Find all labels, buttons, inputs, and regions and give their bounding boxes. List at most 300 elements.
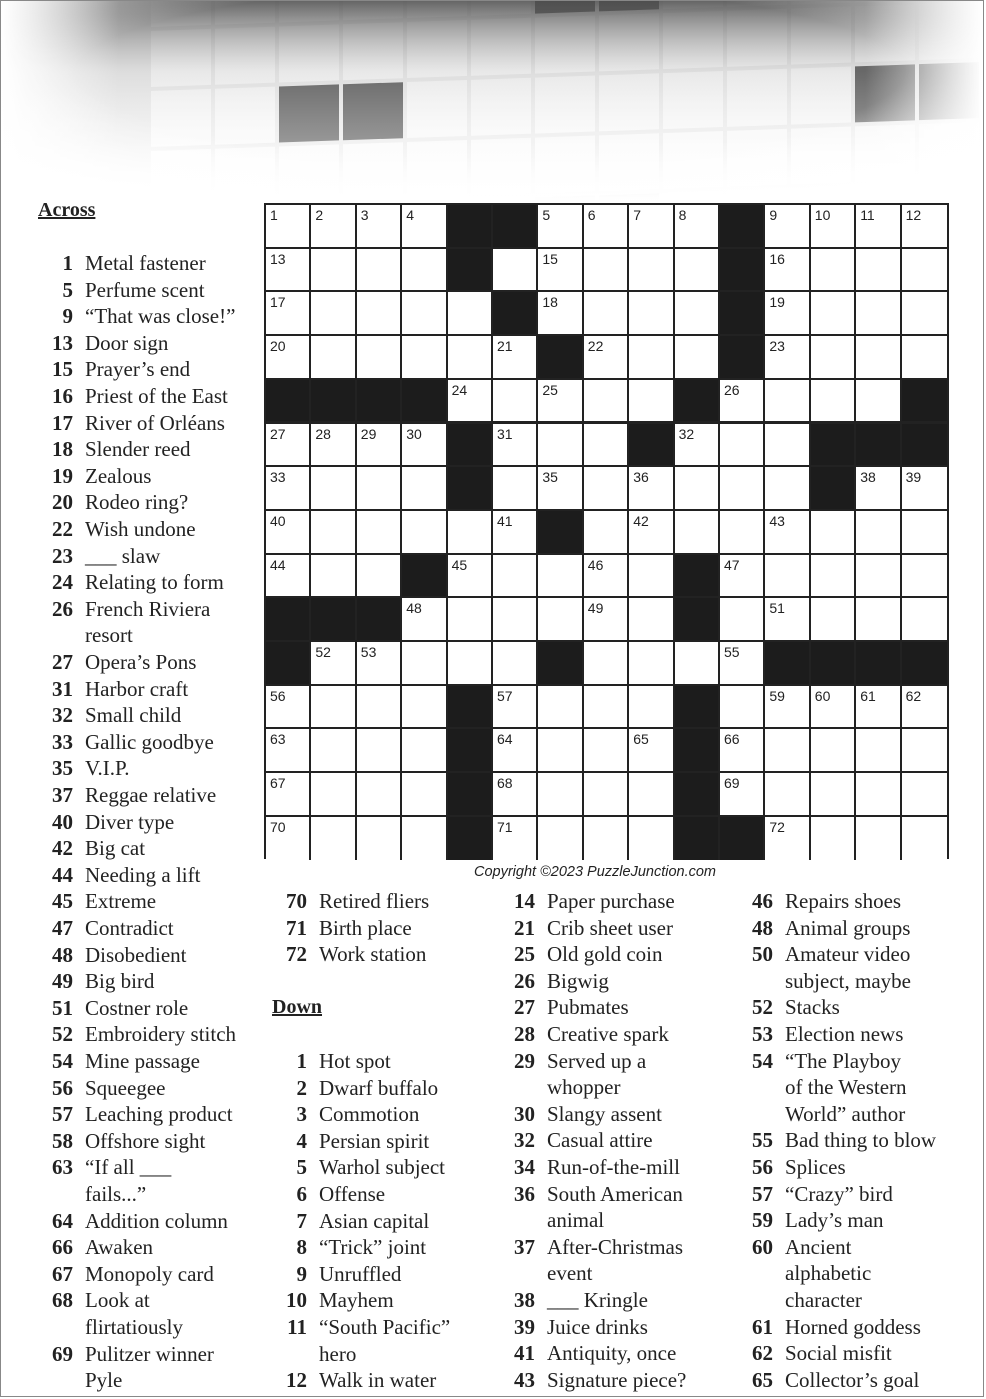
grid-block [675,380,720,424]
grid-cell[interactable] [266,205,311,249]
grid-cell[interactable] [720,424,765,468]
grid-cell[interactable] [765,467,810,511]
grid-cell[interactable] [856,249,901,293]
grid-cell[interactable] [902,511,947,555]
grid-cell[interactable] [538,598,583,642]
across-clue [52,1128,206,1155]
grid-cell[interactable] [584,292,629,336]
grid-cell[interactable] [402,511,447,555]
cell-number: 21 [497,338,513,355]
grid-cell[interactable] [811,817,856,861]
grid-cell[interactable] [311,686,356,730]
down-clue [514,1340,677,1367]
cell-number: 12 [905,207,922,223]
cell-number: 6 [587,207,596,223]
grid-cell[interactable] [357,467,402,511]
grid-cell[interactable] [856,686,901,730]
grid-cell[interactable] [584,598,629,642]
grid-cell[interactable] [448,511,493,555]
grid-cell[interactable] [765,292,810,336]
grid-block [493,292,538,336]
grid-cell[interactable] [448,380,493,424]
grid-cell[interactable] [402,336,447,380]
clue-number: 15 [52,357,73,382]
grid-cell[interactable] [765,511,810,555]
grid-cell[interactable] [311,336,356,380]
grid-cell[interactable] [493,642,538,686]
grid-cell[interactable] [266,817,311,861]
clue-text: Prayer’s end [85,357,191,382]
grid-cell[interactable] [493,729,538,773]
clue-text: Birth place [319,915,412,940]
grid-cell[interactable] [584,642,629,686]
grid-cell[interactable] [311,424,356,468]
grid-cell[interactable] [402,249,447,293]
grid-cell[interactable] [584,424,629,468]
grid-cell[interactable] [357,205,402,249]
grid-cell[interactable] [493,773,538,817]
clue-number: 9 [296,1261,307,1286]
grid-cell[interactable] [765,336,810,380]
across-clue [52,729,214,756]
grid-cell[interactable] [629,336,674,380]
clue-text: Squeegee [85,1075,166,1100]
grid-cell[interactable] [856,336,901,380]
grid-cell[interactable] [675,511,720,555]
clue-number: 53 [752,1022,773,1046]
grid-cell[interactable] [856,205,901,249]
down-clue [752,994,840,1021]
clue-text: “Trick” joint [319,1235,427,1260]
down-clue-continued [319,1341,356,1368]
grid-cell[interactable] [765,424,810,468]
grid-cell[interactable] [538,817,583,861]
grid-cell[interactable] [311,292,356,336]
grid-cell[interactable] [856,511,901,555]
grid-cell[interactable] [311,555,356,599]
grid-cell[interactable] [448,292,493,336]
grid-cell[interactable] [448,642,493,686]
clue-text: Pulitzer winner [85,1341,214,1366]
grid-cell[interactable] [357,249,402,293]
clue-number: 36 [514,1181,535,1206]
grid-cell[interactable] [311,249,356,293]
grid-cell[interactable] [765,205,810,249]
grid-cell[interactable] [811,205,856,249]
across-clue [52,1261,214,1288]
grid-cell[interactable] [902,336,947,380]
grid-cell[interactable] [311,729,356,773]
grid-cell[interactable] [538,424,583,468]
clue-number: 5 [62,277,73,302]
grid-cell[interactable] [629,817,674,861]
cell-number: 59 [769,687,785,704]
clue-text: character [785,1288,862,1312]
clue-text: Persian spirit [319,1128,430,1153]
grid-cell[interactable] [675,467,720,511]
cell-number: 15 [542,250,558,267]
grid-cell[interactable] [402,598,447,642]
grid-cell[interactable] [584,817,629,861]
clue-number: 63 [52,1155,73,1180]
across-clue [52,1101,233,1128]
across-clue [52,436,191,463]
grid-cell[interactable] [856,467,901,511]
grid-block [448,817,493,861]
grid-cell[interactable] [629,292,674,336]
grid-cell[interactable] [357,642,402,686]
grid-cell[interactable] [402,773,447,817]
grid-cell[interactable] [856,292,901,336]
grid-cell[interactable] [311,467,356,511]
clue-text: Bigwig [547,968,609,993]
grid-cell[interactable] [266,424,311,468]
grid-cell[interactable] [538,555,583,599]
cell-number: 52 [315,644,331,660]
grid-cell[interactable] [811,729,856,773]
grid-cell[interactable] [493,380,538,424]
grid-cell[interactable] [357,686,402,730]
grid-cell[interactable] [856,817,901,861]
clue-text: Diver type [85,809,175,834]
grid-block [448,205,493,249]
clue-text: Work station [319,942,427,967]
clue-text: Perfume scent [85,277,205,302]
grid-cell[interactable] [629,729,674,773]
grid-cell[interactable] [584,205,629,249]
clue-number: 69 [52,1341,73,1366]
across-clue-continued [85,622,133,649]
grid-cell[interactable] [357,511,402,555]
down-clue [296,1208,430,1235]
clue-text: Rodeo ring? [85,490,189,515]
grid-cell[interactable] [538,729,583,773]
grid-block [811,424,856,468]
grid-cell[interactable] [629,642,674,686]
clue-text: Splices [785,1155,846,1179]
grid-cell[interactable] [811,336,856,380]
clue-text: Leaching product [85,1102,233,1127]
grid-cell[interactable] [811,686,856,730]
grid-cell[interactable] [448,555,493,599]
grid-cell[interactable] [266,292,311,336]
grid-cell[interactable] [765,380,810,424]
grid-cell[interactable] [765,598,810,642]
down-clue [752,1207,884,1234]
cell-number: 56 [270,687,286,704]
down-clue [514,888,675,915]
cell-number: 7 [633,207,641,223]
clue-text: Juice drinks [547,1314,648,1339]
clue-text: Creative spark [547,1022,669,1046]
grid-cell[interactable] [811,292,856,336]
grid-cell[interactable] [584,467,629,511]
clue-number: 29 [514,1048,535,1073]
clue-number: 43 [514,1367,535,1392]
down-clue [514,1101,662,1128]
grid-cell[interactable] [493,336,538,380]
grid-cell[interactable] [402,642,447,686]
grid-cell[interactable] [448,598,493,642]
grid-cell[interactable] [311,817,356,861]
clue-number: 58 [52,1128,73,1153]
grid-cell[interactable] [493,249,538,293]
grid-cell[interactable] [357,555,402,599]
down-clue [752,1048,902,1075]
grid-cell[interactable] [357,424,402,468]
grid-cell[interactable] [311,205,356,249]
grid-cell[interactable] [902,205,947,249]
grid-block [448,773,493,817]
clue-text: Walk in water [319,1368,437,1393]
grid-cell[interactable] [856,729,901,773]
clue-text: Pyle [85,1368,123,1393]
grid-cell[interactable] [720,773,765,817]
grid-cell[interactable] [629,511,674,555]
grid-cell[interactable] [402,424,447,468]
grid-cell[interactable] [720,686,765,730]
grid-cell[interactable] [675,424,720,468]
grid-cell[interactable] [493,686,538,730]
clue-text: alphabetic [785,1261,872,1286]
grid-block [538,336,583,380]
grid-cell[interactable] [629,380,674,424]
grid-cell[interactable] [266,249,311,293]
grid-cell[interactable] [765,817,810,861]
grid-cell[interactable] [266,686,311,730]
clue-text: “That was close!” [85,304,236,329]
grid-cell[interactable] [493,598,538,642]
grid-cell[interactable] [629,773,674,817]
grid-cell[interactable] [538,380,583,424]
grid-cell[interactable] [584,249,629,293]
grid-cell[interactable] [629,467,674,511]
grid-cell[interactable] [629,555,674,599]
grid-cell[interactable] [493,555,538,599]
grid-cell[interactable] [811,773,856,817]
cell-number: 41 [497,512,513,529]
down-clue [296,1181,386,1208]
grid-cell[interactable] [402,686,447,730]
grid-cell[interactable] [902,249,947,293]
grid-cell[interactable] [266,729,311,773]
clue-text: River of Orléans [85,410,225,435]
grid-cell[interactable] [902,292,947,336]
grid-block [402,380,447,424]
clue-number: 7 [296,1208,307,1233]
grid-block [856,424,901,468]
grid-cell[interactable] [765,729,810,773]
down-clue [514,1234,684,1261]
grid-cell[interactable] [629,686,674,730]
grid-cell[interactable] [902,773,947,817]
clue-number: 16 [52,384,73,408]
grid-cell[interactable] [902,467,947,511]
grid-cell[interactable] [811,598,856,642]
clue-text: Mayhem [319,1288,394,1313]
grid-cell[interactable] [811,555,856,599]
grid-cell[interactable] [856,555,901,599]
grid-cell[interactable] [902,817,947,861]
grid-block [902,424,947,468]
grid-cell[interactable] [538,773,583,817]
clue-number: 1 [296,1049,307,1073]
clue-text: Priest of the East [85,384,228,408]
grid-cell[interactable] [720,555,765,599]
cell-number: 46 [587,556,604,573]
clue-text: Paper purchase [547,889,675,913]
cell-number: 19 [769,294,785,311]
clue-text: whopper [547,1075,621,1100]
grid-cell[interactable] [357,773,402,817]
down-clue [752,1154,846,1181]
grid-cell[interactable] [765,555,810,599]
grid-cell[interactable] [493,511,538,555]
grid-cell[interactable] [856,598,901,642]
grid-cell[interactable] [675,249,720,293]
grid-cell[interactable] [675,642,720,686]
grid-cell[interactable] [448,336,493,380]
grid-cell[interactable] [493,817,538,861]
grid-cell[interactable] [493,467,538,511]
down-clue [514,1127,653,1154]
clue-text: fails...” [85,1182,147,1206]
clue-number: 54 [752,1048,773,1073]
grid-block [448,424,493,468]
cell-number: 60 [814,687,831,704]
clue-number: 9 [62,304,73,329]
grid-cell[interactable] [311,642,356,686]
grid-cell[interactable] [675,205,720,249]
grid-block [675,817,720,861]
grid-cell[interactable] [266,336,311,380]
clue-text: Opera’s Pons [85,650,197,674]
grid-cell[interactable] [538,686,583,730]
grid-cell[interactable] [629,205,674,249]
grid-block [720,817,765,861]
grid-cell[interactable] [856,380,901,424]
clue-number: 50 [752,942,773,967]
grid-cell[interactable] [720,467,765,511]
across-clue [52,1021,237,1048]
grid-cell[interactable] [402,817,447,861]
grid-cell[interactable] [902,686,947,730]
clue-text: Mine passage [85,1049,200,1073]
clue-number: 47 [52,916,73,940]
cell-number: 40 [270,512,286,529]
grid-cell[interactable] [765,686,810,730]
grid-cell[interactable] [856,773,901,817]
grid-cell[interactable] [584,380,629,424]
grid-cell[interactable] [266,773,311,817]
grid-cell[interactable] [402,729,447,773]
grid-cell[interactable] [266,555,311,599]
clue-number: 66 [52,1235,73,1260]
across-clue [62,277,205,304]
grid-cell[interactable] [538,249,583,293]
grid-cell[interactable] [902,555,947,599]
grid-cell[interactable] [720,380,765,424]
clue-number: 60 [752,1234,773,1259]
clue-text: Reggae relative [85,783,217,807]
down-clue [286,1287,394,1314]
grid-cell[interactable] [311,773,356,817]
down-clue [752,915,911,942]
across-clue [52,702,182,729]
grid-cell[interactable] [811,249,856,293]
grid-cell[interactable] [357,817,402,861]
grid-cell[interactable] [266,467,311,511]
grid-cell[interactable] [720,511,765,555]
grid-cell[interactable] [675,336,720,380]
grid-cell[interactable] [902,729,947,773]
grid-cell[interactable] [584,686,629,730]
across-clue [286,888,430,915]
grid-cell[interactable] [811,511,856,555]
grid-cell[interactable] [266,511,311,555]
grid-cell[interactable] [584,336,629,380]
clue-text: Repairs shoes [785,889,902,913]
clue-number: 57 [752,1181,773,1206]
grid-cell[interactable] [538,467,583,511]
grid-cell[interactable] [629,598,674,642]
grid-cell[interactable] [357,729,402,773]
grid-cell[interactable] [720,729,765,773]
grid-cell[interactable] [720,642,765,686]
grid-cell[interactable] [720,598,765,642]
grid-cell[interactable] [584,555,629,599]
cell-number: 25 [542,381,558,398]
grid-cell[interactable] [584,729,629,773]
grid-cell[interactable] [584,511,629,555]
grid-cell[interactable] [675,292,720,336]
grid-cell[interactable] [902,598,947,642]
cell-number: 11 [860,207,875,223]
clue-text: Offense [319,1182,386,1206]
clue-number: 52 [52,1022,73,1047]
grid-cell[interactable] [402,205,447,249]
grid-cell[interactable] [584,773,629,817]
clue-number: 8 [296,1235,307,1260]
clue-number: 46 [752,889,773,913]
grid-cell[interactable] [357,292,402,336]
grid-block [357,598,402,642]
clue-number: 39 [514,1314,535,1339]
grid-cell[interactable] [402,467,447,511]
grid-cell[interactable] [811,380,856,424]
grid-cell[interactable] [357,336,402,380]
clue-number: 52 [752,995,773,1020]
grid-cell[interactable] [538,292,583,336]
grid-cell[interactable] [765,773,810,817]
across-clue [52,942,187,969]
grid-cell[interactable] [538,205,583,249]
clue-text: Amateur video [785,942,911,967]
down-clue-continued [785,1074,907,1101]
grid-block [811,642,856,686]
cell-number: 3 [360,207,369,223]
cell-number: 32 [678,425,695,442]
cell-number: 35 [542,469,558,486]
grid-cell[interactable] [402,292,447,336]
grid-cell[interactable] [765,249,810,293]
grid-cell[interactable] [311,511,356,555]
grid-cell[interactable] [493,424,538,468]
grid-cell[interactable] [629,249,674,293]
clue-text: resort [85,623,133,648]
grid-block [448,249,493,293]
cell-number: 66 [724,731,740,748]
